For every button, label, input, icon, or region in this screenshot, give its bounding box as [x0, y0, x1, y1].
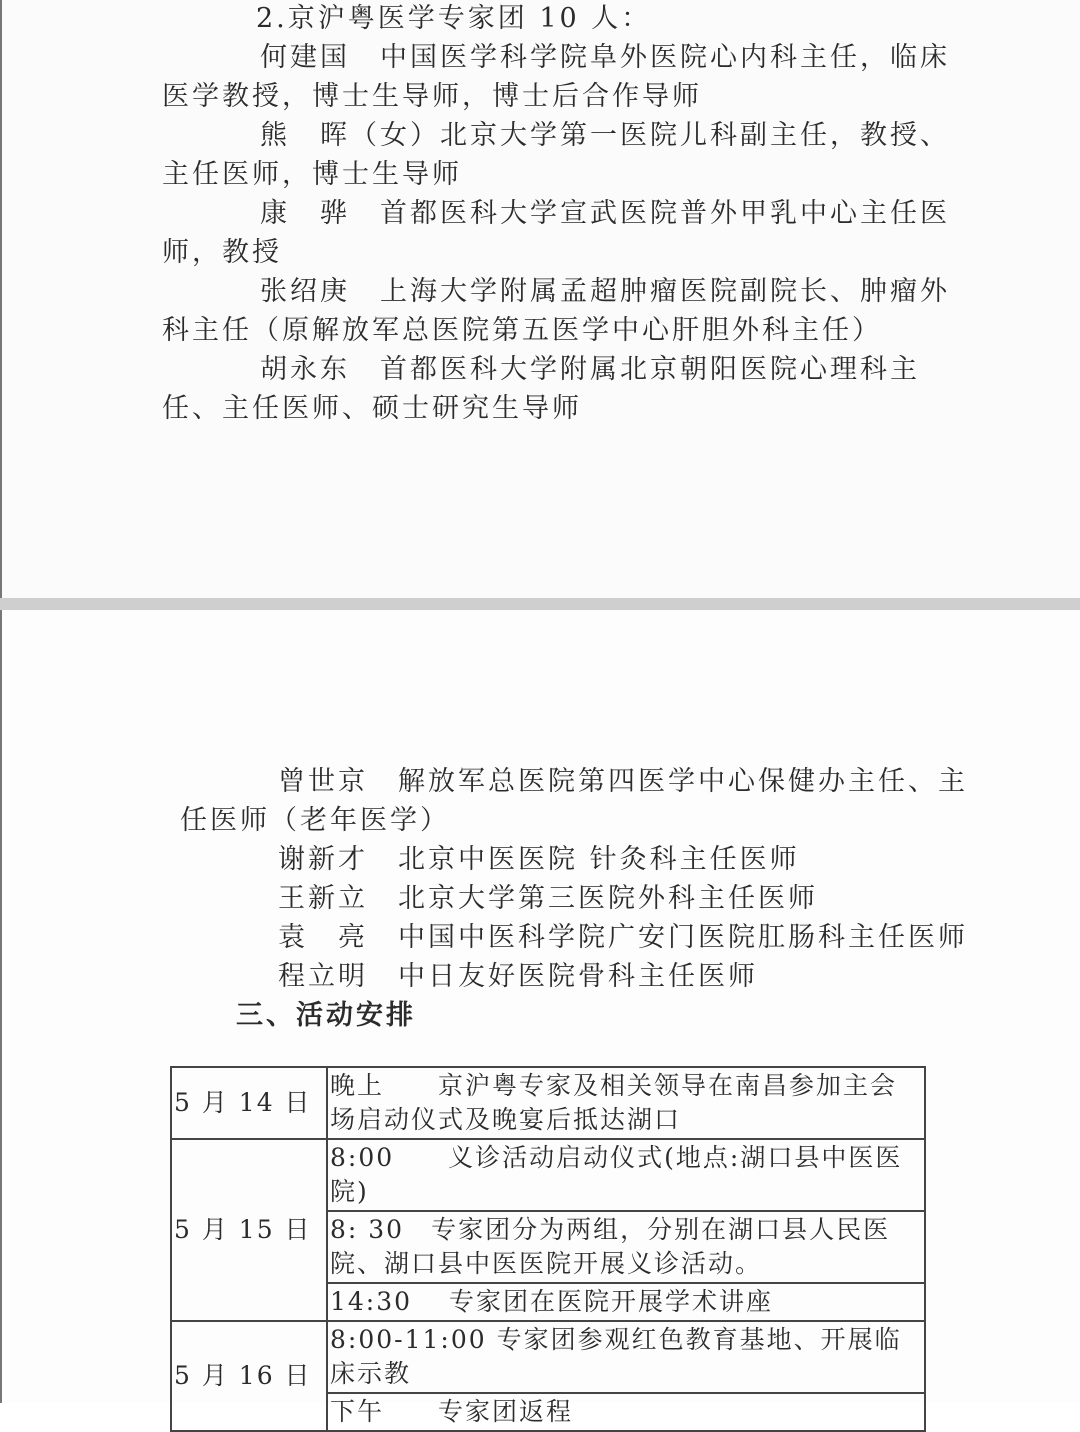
event-cell: 下午 专家团返程	[327, 1393, 925, 1431]
document-page-2	[0, 610, 1080, 1426]
text-line: 程立明 中日友好医院骨科主任医师	[278, 961, 758, 992]
text-line: 康 骅 首都医科大学宣武医院普外甲乳中心主任医	[260, 198, 950, 229]
event-cell: 8: 30 专家团分为两组，分别在湖口县人民医院、湖口县中医医院开展义诊活动。	[327, 1211, 925, 1283]
page-edge	[0, 0, 2, 598]
section-heading: 三、活动安排	[236, 1000, 416, 1031]
event-cell: 8:00 义诊活动启动仪式(地点:湖口县中医医院)	[327, 1139, 925, 1211]
page-separator	[0, 598, 1080, 610]
event-cell: 8:00-11:00 专家团参观红色教育基地、开展临床示教	[327, 1321, 925, 1393]
text-line: 熊 晖（女）北京大学第一医院儿科副主任，教授、	[260, 120, 950, 151]
text-line: 主任医师，博士生导师	[162, 159, 462, 190]
event-cell: 14:30 专家团在医院开展学术讲座	[327, 1283, 925, 1321]
text-line: 师，教授	[162, 237, 282, 268]
table-row	[171, 1067, 925, 1139]
text-line: 王新立 北京大学第三医院外科主任医师	[278, 883, 818, 914]
table-row	[171, 1321, 925, 1393]
text-line: 科主任（原解放军总医院第五医学中心肝胆外科主任）	[162, 315, 882, 346]
text-line: 医学教授，博士生导师，博士后合作导师	[162, 81, 702, 112]
date-cell: 5 月 15 日	[171, 1139, 327, 1321]
date-cell: 5 月 16 日	[171, 1321, 327, 1431]
text-line: 张绍庚 上海大学附属孟超肿瘤医院副院长、肿瘤外	[260, 276, 950, 307]
text-line: 胡永东 首都医科大学附属北京朝阳医院心理科主	[260, 354, 920, 385]
page-edge	[0, 610, 2, 1403]
text-line: 谢新才 北京中医医院 针灸科主任医师	[278, 844, 800, 875]
section-title: 2.京沪粤医学专家团 10 人：	[256, 3, 652, 34]
event-cell: 晚上 京沪粤专家及相关领导在南昌参加主会场启动仪式及晚宴后抵达湖口	[327, 1067, 925, 1139]
schedule-table	[170, 1066, 926, 1432]
date-cell: 5 月 14 日	[171, 1067, 327, 1139]
text-line: 任医师（老年医学）	[180, 805, 450, 836]
text-line: 何建国 中国医学科学院阜外医院心内科主任，临床	[260, 42, 950, 73]
table-row	[171, 1139, 925, 1211]
text-line: 袁 亮 中国中医科学院广安门医院肛肠科主任医师	[278, 922, 968, 953]
text-line: 任、主任医师、硕士研究生导师	[162, 393, 582, 424]
document-page-1	[0, 0, 1080, 598]
text-line: 曾世京 解放军总医院第四医学中心保健办主任、主	[278, 766, 968, 797]
